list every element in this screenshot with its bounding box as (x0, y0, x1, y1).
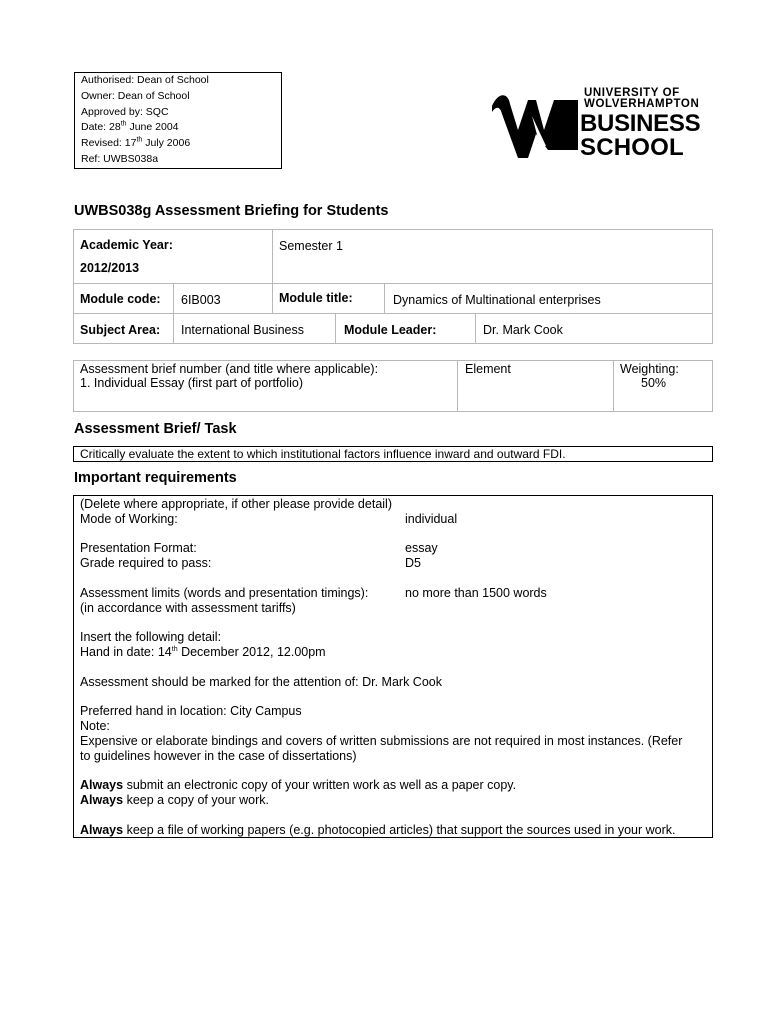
semester-cell (272, 229, 713, 284)
academic-year-label: Academic Year: (80, 238, 173, 252)
module-leader-label-cell (335, 313, 476, 344)
module-code-value-cell (173, 283, 273, 314)
task-text: Critically evaluate the extent to which institutional factors influence inward and outward FDI. (73, 446, 713, 462)
insert-detail: Insert the following detail: (80, 630, 222, 644)
delete-note: (Delete where appropriate, if other please provide detail) (80, 497, 392, 511)
note-label: Note: (80, 719, 110, 733)
revised-line: Revised: 17th July 2006 (81, 136, 191, 150)
mode-value: individual (405, 512, 458, 526)
ref-line: Ref: UWBS038a (81, 152, 159, 165)
semester-value: Semester 1 (279, 239, 343, 253)
logo-school: SCHOOL (580, 134, 684, 161)
grade-value: D5 (405, 556, 421, 570)
module-title-label-cell (272, 283, 385, 314)
attention-line: Assessment should be marked for the attention of: Dr. Mark Cook (80, 675, 442, 689)
always-keep-copy-line: Always keep a copy of your work. (80, 793, 269, 807)
module-code-value: 6IB003 (181, 293, 221, 307)
logo-wolverhampton: WOLVERHAMPTON (584, 98, 700, 110)
subject-area-value: International Business (181, 323, 304, 337)
subject-area-label-cell (73, 313, 174, 344)
element-cell (457, 360, 614, 412)
bindings-line-1: Expensive or elaborate bindings and covers of written submissions are not required in most instances. (Refer (80, 734, 683, 748)
date-line: Date: 28th June 2004 (81, 120, 179, 134)
weighting-label: Weighting: (620, 362, 679, 376)
module-title-label: Module title: (279, 291, 353, 305)
brief-number-value: 1. Individual Essay (first part of portfolio) (80, 376, 304, 390)
authorisation-box (74, 72, 282, 169)
module-title-value-cell (384, 283, 713, 314)
subject-area-label: Subject Area: (80, 323, 161, 337)
location-line: Preferred hand in location: City Campus (80, 704, 302, 718)
university-logo (488, 86, 704, 162)
uw-logo-mark-icon (488, 86, 578, 162)
module-leader-value: Dr. Mark Cook (483, 323, 563, 337)
format-label: Presentation Format: (80, 541, 197, 555)
module-info-table (73, 229, 713, 344)
page-title: UWBS038g Assessment Briefing for Students (74, 203, 389, 219)
hand-in-date: Hand in date: 14th December 2012, 12.00pm (80, 645, 326, 659)
academic-year-cell (73, 229, 273, 284)
requirements-box (73, 495, 713, 838)
brief-number-cell (73, 360, 458, 412)
assessment-brief-table (73, 360, 713, 412)
approved-line: Approved by: SQC (81, 105, 169, 118)
module-code-label: Module code: (80, 292, 161, 306)
tariffs-note: (in accordance with assessment tariffs) (80, 601, 296, 615)
weighting-value: 50% (641, 376, 667, 390)
brief-number-label: Assessment brief number (and title where applicable): (80, 362, 379, 376)
module-code-label-cell (73, 283, 174, 314)
logo-business: BUSINESS (580, 110, 701, 137)
weighting-cell (613, 360, 713, 412)
grade-label: Grade required to pass: (80, 556, 212, 570)
format-value: essay (405, 541, 438, 555)
limits-label: Assessment limits (words and presentation timings): (80, 586, 369, 600)
always-submit-line: Always submit an electronic copy of your written work as well as a paper copy. (80, 778, 517, 792)
module-leader-label: Module Leader: (344, 323, 437, 337)
logo-university-of: UNIVERSITY OF (584, 87, 680, 99)
academic-year-value: 2012/2013 (80, 261, 140, 275)
always-keep-file-line: Always keep a file of working papers (e.g. photocopied articles) that support the sources used in your work. (80, 823, 676, 837)
bindings-line-2: to guidelines however in the case of dissertations) (80, 749, 357, 763)
requirements-heading: Important requirements (74, 470, 237, 486)
limits-value: no more than 1500 words (405, 586, 547, 600)
subject-area-value-cell (173, 313, 336, 344)
module-leader-value-cell (475, 313, 713, 344)
module-title-value: Dynamics of Multinational enterprises (393, 293, 601, 307)
mode-label: Mode of Working: (80, 512, 178, 526)
owner-line: Owner: Dean of School (81, 89, 190, 102)
authorised-line: Authorised: Dean of School (81, 74, 209, 86)
element-label: Element (465, 362, 511, 376)
task-heading: Assessment Brief/ Task (74, 421, 237, 437)
